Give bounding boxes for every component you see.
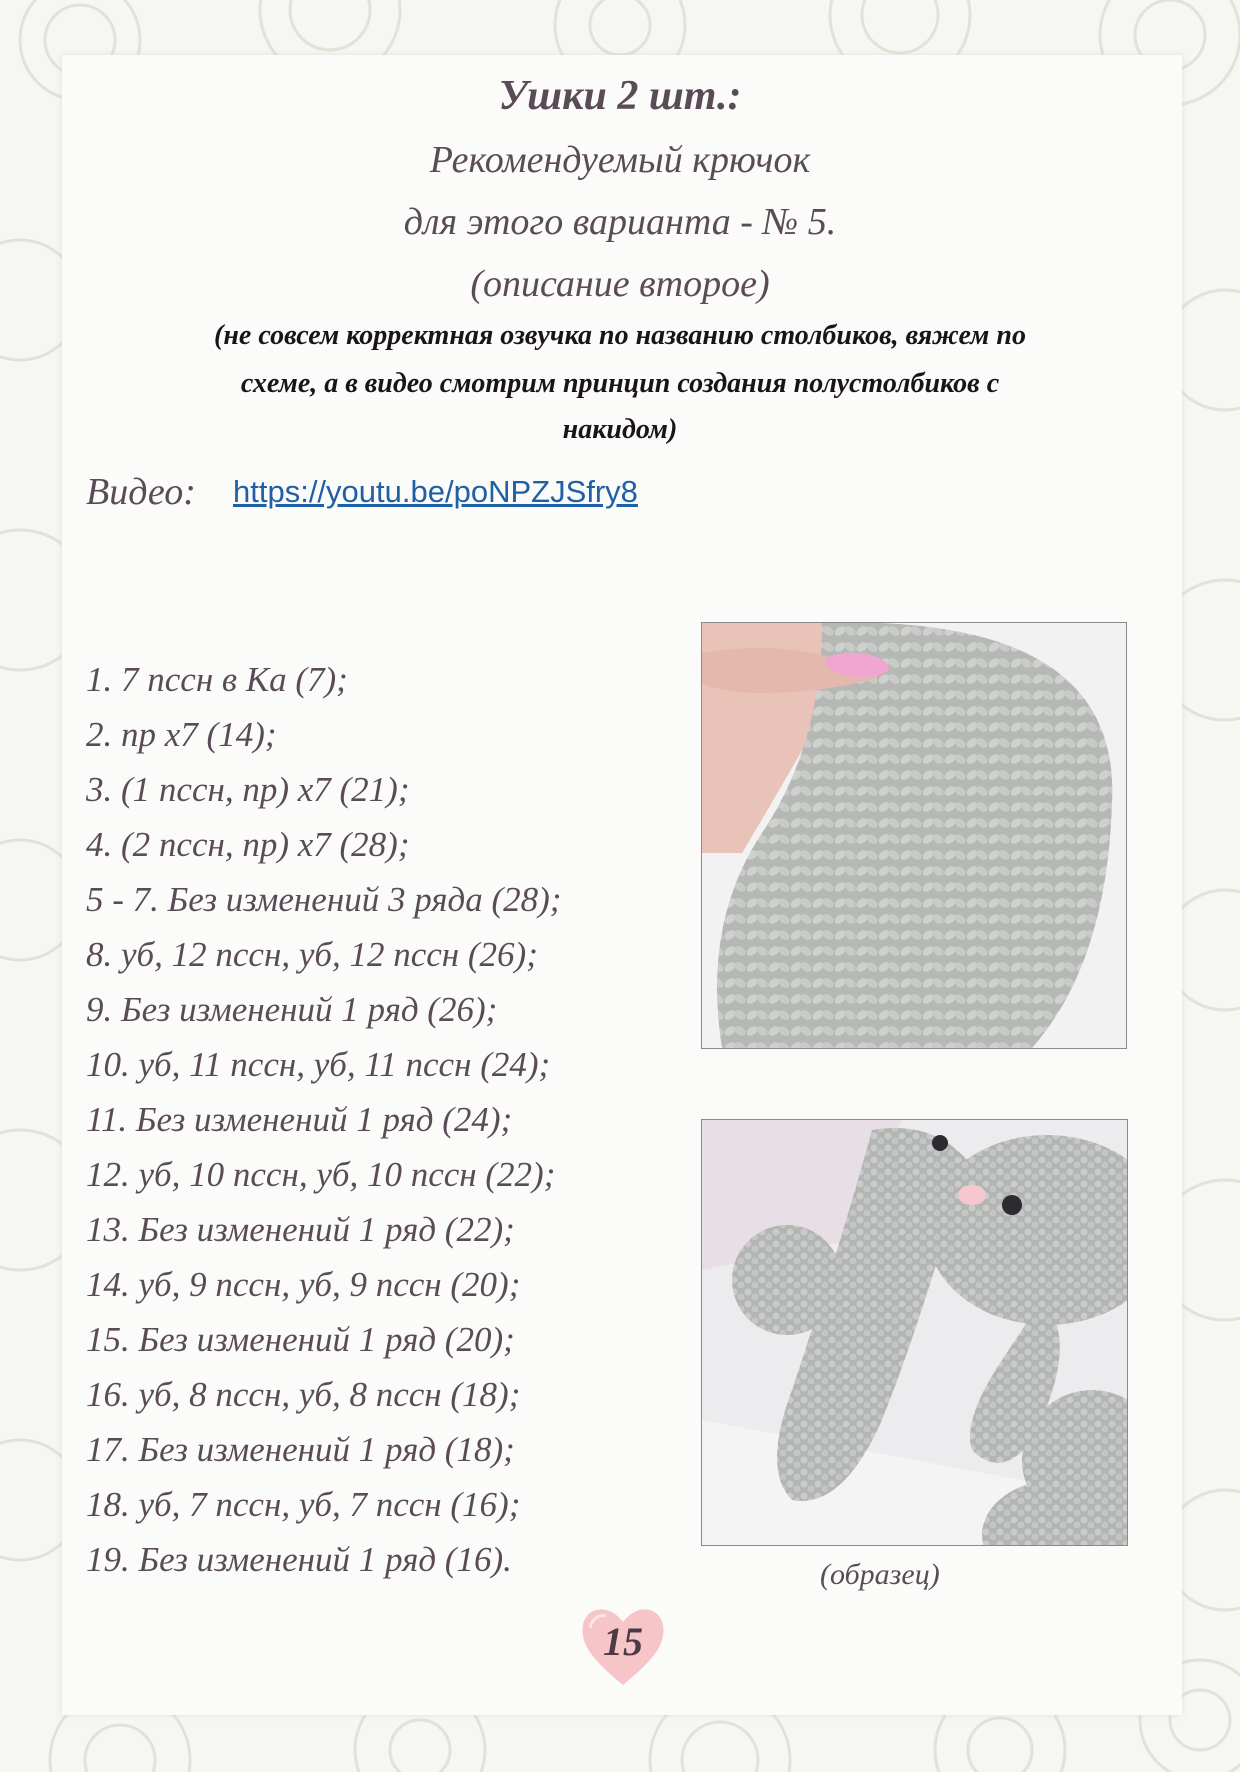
photo-caption: (образец): [820, 1558, 940, 1591]
video-link[interactable]: https://youtu.be/poNPZJSfry8: [233, 474, 638, 509]
subtitle-line-2: для этого варианта - № 5.: [403, 201, 837, 243]
list-item: 14. уб, 9 пссн, уб, 9 пссн (20);: [86, 1265, 521, 1304]
list-item: 9. Без изменений 1 ряд (26);: [86, 990, 498, 1029]
list-item: 19. Без изменений 1 ряд (16).: [86, 1540, 512, 1579]
list-item: 8. уб, 12 пссн, уб, 12 пссн (26);: [86, 935, 538, 974]
note-line-1: (не совсем корректная озвучка по названию столбиков, вяжем по: [214, 320, 1026, 351]
photo-bunny-sample: [701, 1119, 1128, 1546]
list-item: 4. (2 пссн, пр) х7 (28);: [86, 825, 410, 864]
video-label: Видео:: [86, 471, 196, 513]
list-item: 13. Без изменений 1 ряд (22);: [86, 1210, 515, 1249]
row-instructions-list: [86, 652, 561, 1587]
page-title: Ушки 2 шт.:: [498, 73, 742, 119]
note-line-2: схеме, а в видео смотрим принцип создания полустолбиков с: [240, 368, 1000, 399]
note-line-3: накидом): [562, 414, 678, 445]
subtitle-line-3: (описание второе): [470, 263, 770, 305]
crochet-ear-illustration: [702, 623, 1126, 1048]
list-item: 11. Без изменений 1 ряд (24);: [86, 1100, 513, 1139]
photo-crochet-ear-in-hand: [701, 622, 1127, 1049]
list-item: 2. пр х7 (14);: [86, 715, 277, 754]
list-item: 5 - 7. Без изменений 3 ряда (28);: [86, 880, 562, 919]
list-item: 16. уб, 8 пссн, уб, 8 пссн (18);: [86, 1375, 521, 1414]
crochet-bunny-illustration: [702, 1120, 1127, 1545]
list-item: 18. уб, 7 пссн, уб, 7 пссн (16);: [86, 1485, 521, 1524]
list-item: 17. Без изменений 1 ряд (18);: [86, 1430, 515, 1469]
list-item: 1. 7 пссн в Ка (7);: [86, 660, 348, 699]
subtitle-line-1: Рекомендуемый крючок: [429, 139, 811, 181]
page-number: 15: [603, 1619, 643, 1664]
list-item: 15. Без изменений 1 ряд (20);: [86, 1320, 515, 1359]
list-item: 10. уб, 11 пссн, уб, 11 пссн (24);: [86, 1045, 551, 1084]
list-item: 3. (1 пссн, пр) х7 (21);: [86, 770, 410, 809]
list-item: 12. уб, 10 пссн, уб, 10 пссн (22);: [86, 1155, 556, 1194]
